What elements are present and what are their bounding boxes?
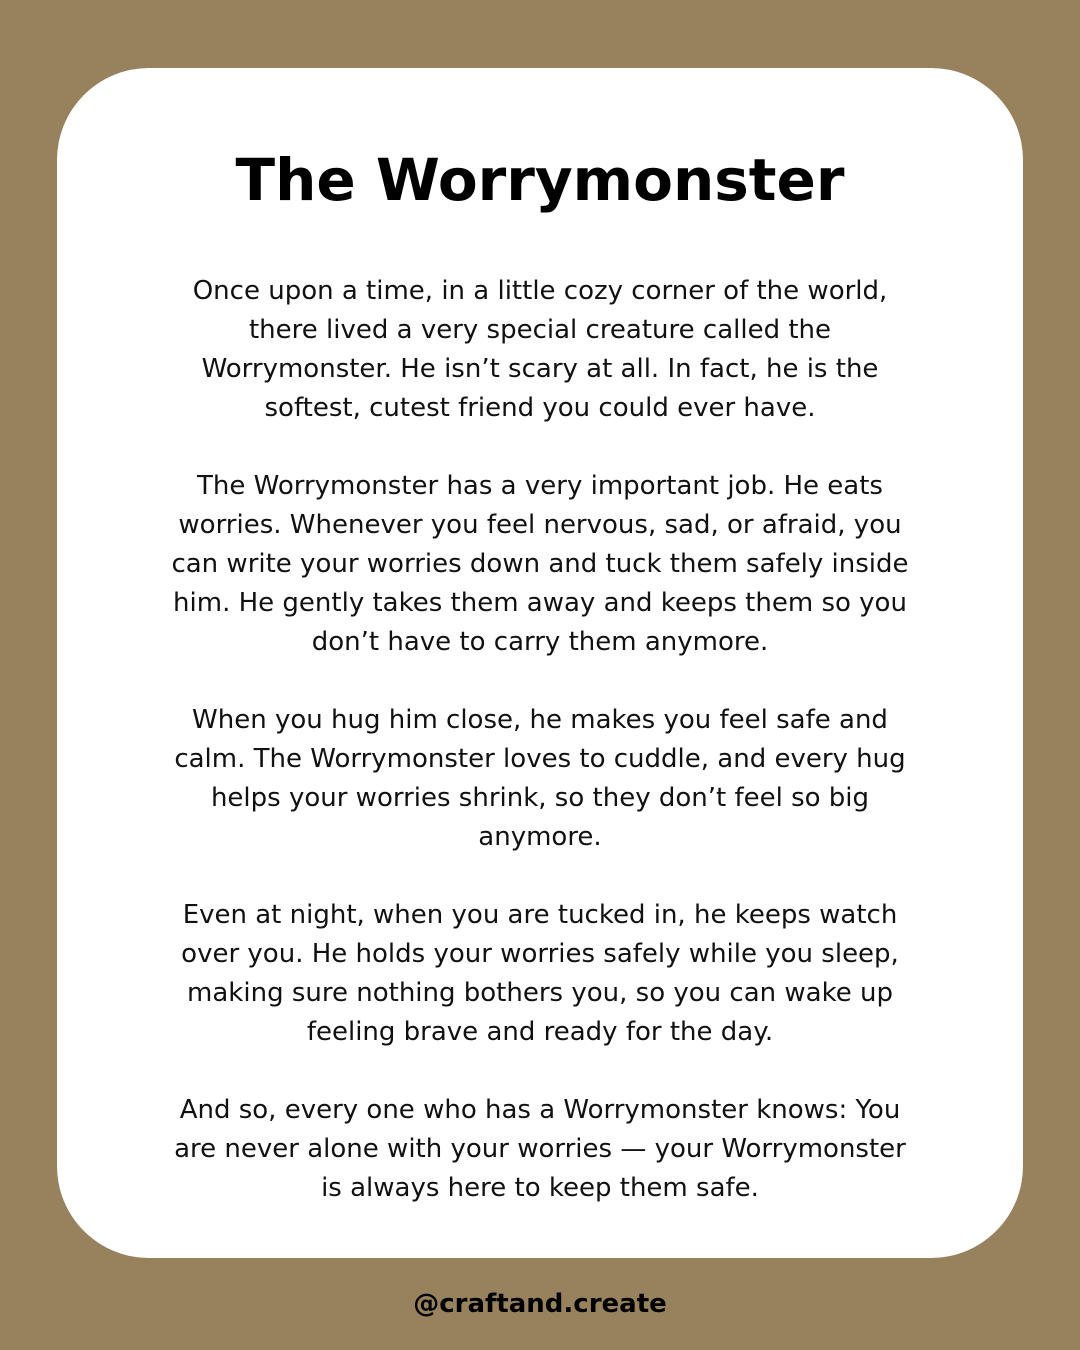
story-title: The Worrymonster bbox=[235, 146, 845, 214]
story-body bbox=[160, 272, 920, 1208]
story-paragraph: Once upon a time, in a little cozy corner of the world, there lived a very special creature called the Worrymonster. He isn’t scary at all. In fact, he is the softest, cutest friend you could ever have. bbox=[192, 276, 888, 423]
author-handle: @craftand.create bbox=[413, 1289, 667, 1319]
story-paragraph: Even at night, when you are tucked in, he keeps watch over you. He holds your worries safely while you sleep, making sure nothing bothers you, so you can wake up feeling brave and ready for the day. bbox=[181, 900, 899, 1047]
story-paragraph: When you hug him close, he makes you feel safe and calm. The Worrymonster loves to cuddle, and every hug helps your worries shrink, so they don’t feel so big anymore. bbox=[174, 705, 906, 852]
story-paragraph: The Worrymonster has a very important job. He eats worries. Whenever you feel nervous, sad, or afraid, you can write your worries down and tuck them safely inside him. He gently takes them away and keeps them so you don’t have to carry them anymore. bbox=[171, 471, 909, 657]
story-paragraph: And so, every one who has a Worrymonster knows: You are never alone with your worries — your Worrymonster is always here to keep them safe. bbox=[174, 1095, 906, 1203]
